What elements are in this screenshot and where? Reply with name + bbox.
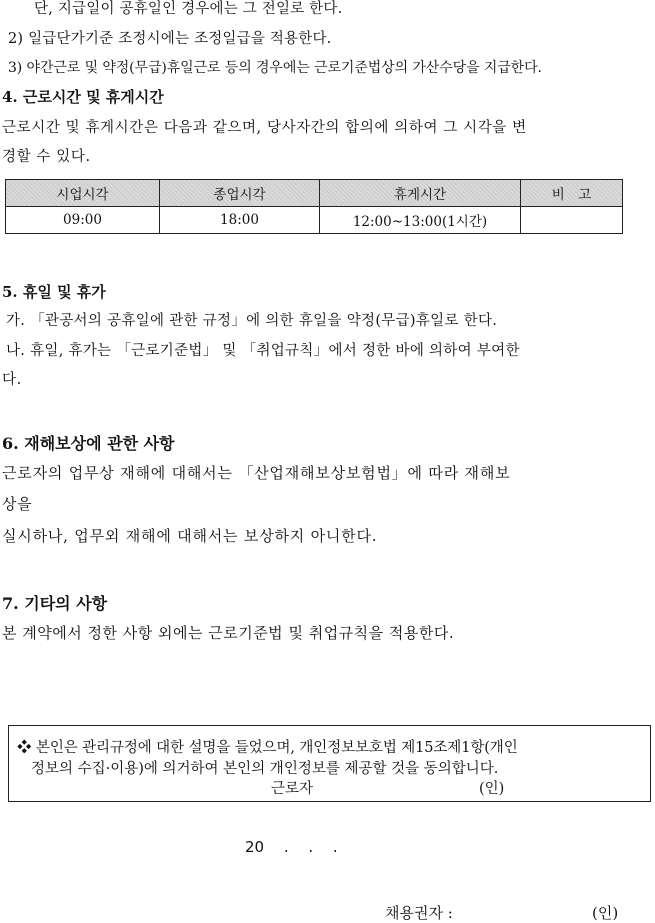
- section-6-heading: 6. 재해보상에 관한 사항: [2, 434, 175, 453]
- section-5-heading: 5. 휴일 및 휴가: [2, 283, 106, 301]
- consent-box: [8, 725, 651, 802]
- header-remarks: 비 고: [521, 180, 623, 207]
- header-break-time: 휴게시간: [320, 180, 521, 207]
- section-5-item-b-line-2: 다.: [2, 372, 22, 388]
- cell-break-time: 12:00~13:00(1시간): [320, 207, 521, 234]
- worker-seal-label: (인): [479, 781, 505, 797]
- section-5-item-b-line-1: 나. 휴일, 휴가는 「근로기준법」 및 「취업규칙」에서 정한 바에 의하여 부여한: [6, 343, 520, 359]
- consent-line-1: ❖ 본인은 관리규정에 대한 설명을 들었으며, 개인정보보호법 제15조제1항(개인: [17, 740, 518, 756]
- table-header-row: [6, 180, 623, 207]
- employer-seal-label: (인): [592, 904, 619, 922]
- worker-label: 근로자: [271, 781, 314, 797]
- section-6-body-line-2: 상을: [2, 495, 33, 513]
- consent-line-2: 정보의 수집·이용)에 의거하여 본인의 개인정보를 제공할 것을 동의합니다.: [31, 761, 499, 777]
- overtime-note-line: 3) 야간근로 및 약정(무급)휴일근로 등의 경우에는 근로기준법상의 가산수당을 지급한다.: [8, 60, 542, 76]
- payment-note-line: 단, 지급일이 공휴일인 경우에는 그 전일로 한다.: [34, 1, 343, 17]
- section-4-heading: 4. 근로시간 및 휴게시간: [2, 88, 164, 106]
- section-7-heading: 7. 기타의 사항: [2, 594, 108, 613]
- header-start-time: 시업시각: [6, 180, 160, 207]
- section-7-body: 본 계약에서 정한 사항 외에는 근로기준법 및 취업규칙을 적용한다.: [2, 624, 455, 642]
- section-5-item-a: 가. 「관공서의 공휴일에 관한 규정」에 의한 휴일을 약정(무급)휴일로 한다.: [6, 313, 498, 329]
- employer-label: 채용권자 :: [385, 904, 453, 922]
- section-6-body-line-3: 실시하나, 업무외 재해에 대해서는 보상하지 아니한다.: [2, 527, 378, 545]
- adjustment-note-line: 2) 일급단가기준 조정시에는 조정일급을 적용한다.: [8, 31, 332, 47]
- cell-end-time: 18:00: [160, 207, 320, 234]
- section-6-body-line-1: 근로자의 업무상 재해에 대해서는 「산업재해보상보험법」에 따라 재해보: [2, 464, 511, 482]
- cell-remarks: [521, 207, 623, 234]
- work-hours-table: [5, 179, 623, 234]
- table-row: [6, 207, 623, 234]
- section-4-body-line-2: 경할 수 있다.: [2, 149, 91, 165]
- cell-start-time: 09:00: [6, 207, 160, 234]
- section-4-body-line-1: 근로시간 및 휴게시간은 다음과 같으며, 당사자간의 합의에 의하여 그 시각을 변: [2, 120, 527, 136]
- date-line: 20 . . .: [245, 838, 338, 856]
- header-end-time: 종업시각: [160, 180, 320, 207]
